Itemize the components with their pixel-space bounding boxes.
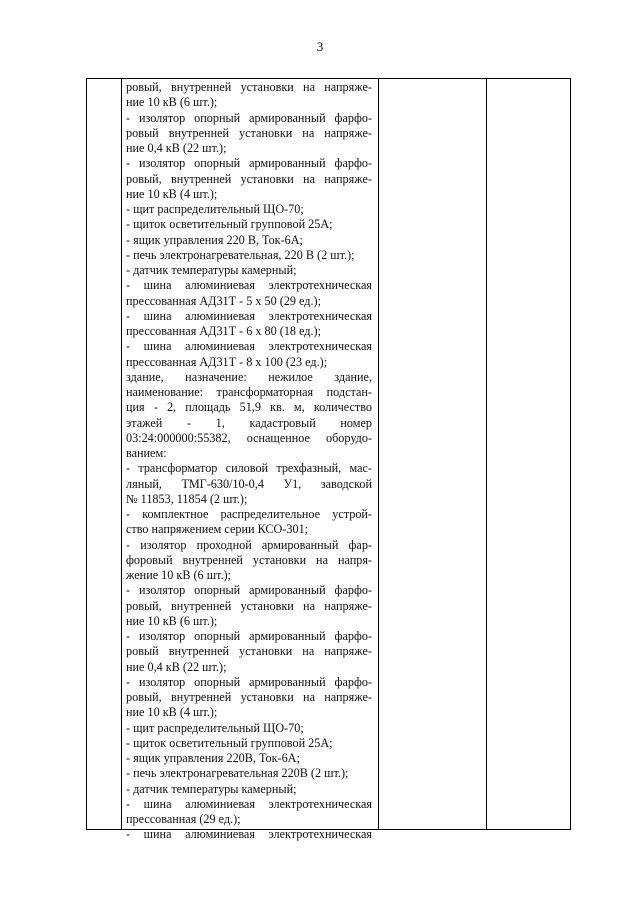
text-line: - шина алюминиевая электротехническая [126, 308, 372, 323]
text-line: - щит распределительный ЩО-70; [126, 720, 304, 735]
text-line: - изолятор опорный армированный фарфо- [126, 110, 372, 125]
text-line: - комплектное распределительное устрой- [126, 507, 372, 521]
column-divider [121, 79, 122, 829]
text-line: ние 0,4 кВ (22 шт.); [126, 659, 227, 674]
text-line: ние 10 кВ (6 шт.); [126, 95, 218, 110]
text-line: прессованная АД31Т - 8 х 100 (23 ед.); [126, 354, 328, 369]
text-line: прессованная (29 ед.); [126, 812, 241, 826]
column-divider [378, 79, 379, 829]
text-line: ляный, ТМГ-630/10-0,4 У1, заводской [126, 476, 372, 491]
text-line: - щит распределительный ЩО-70; [126, 202, 304, 216]
text-line: - печь электронагревательная, 220 В (2 шт.); [126, 247, 355, 262]
text-line: - изолятор опорный армированный фарфо- [126, 583, 372, 598]
text-line: ние 10 кВ (4 шт.); [126, 705, 218, 720]
text-line: - датчик температуры камерный; [126, 263, 297, 277]
text-line: - изолятор проходной армированный фар- [126, 537, 372, 552]
text-line: 03:24:000000:55382, оснащенное оборудо- [126, 430, 372, 445]
text-line: - шина алюминиевая электротехническая [126, 278, 372, 293]
text-line: - изолятор опорный армированный фарфо- [126, 674, 372, 689]
document-table [86, 78, 571, 842]
text-line: - ящик управления 220В, Ток-6А; [126, 751, 300, 765]
text-line: ровый, внутренней установки на напряже- [126, 171, 372, 186]
text-line: ровый, внутренней установки на напряже- [126, 80, 372, 94]
text-line: ние 10 кВ (4 шт.); [126, 186, 218, 201]
text-line: прессованная АД31Т - 5 х 50 (29 ед.); [126, 293, 321, 308]
text-line: № 11853, 11854 (2 шт.); [126, 491, 248, 506]
text-line: ние 0,4 кВ (22 шт.); [126, 141, 227, 155]
text-line: здание, назначение: нежилое здание, [126, 369, 372, 384]
text-line: прессованная АД31Т - 6 х 80 (18 ед.); [126, 324, 321, 338]
text-line: - ящик управления 220 В, Ток-6А; [126, 232, 303, 247]
text-line: - шина алюминиевая электротехническая [126, 827, 372, 842]
text-line: ровый, внутренней установки на напряже- [126, 690, 372, 704]
column-divider [486, 79, 487, 829]
text-line: - щиток осветительный групповой 25А; [126, 735, 333, 750]
text-line: - трансформатор силовой трехфазный, мас- [126, 461, 372, 476]
text-line: ство напряжением серии КСО-301; [126, 522, 309, 537]
text-line: ванием: [126, 446, 167, 460]
text-line: ние 10 кВ (6 шт.); [126, 613, 218, 628]
text-line: ция - 2, площадь 51,9 кв. м, количество [126, 400, 372, 415]
text-line: - печь электронагревательная 220В (2 шт.); [126, 766, 349, 781]
text-line: ровый, внутренней установки на напряже- [126, 598, 372, 613]
property-description-cell [126, 80, 372, 843]
text-line: ровый внутренней установки на напряже- [126, 125, 372, 140]
page-number: 3 [316, 39, 324, 54]
text-line: - датчик температуры камерный; [126, 781, 297, 796]
text-line: этажей - 1, кадастровый номер [126, 415, 372, 430]
text-line: - шина алюминиевая электротехническая [126, 796, 372, 811]
text-line: - шина алюминиевая электротехническая [126, 339, 372, 354]
text-line: - изолятор опорный армированный фарфо- [126, 629, 372, 643]
text-line: - изолятор опорный армированный фарфо- [126, 156, 372, 171]
text-line: форовый внутренней установки на напря- [126, 552, 372, 567]
text-line: - щиток осветительный групповой 25А; [126, 217, 333, 232]
text-line: наименование: трансформаторная подстан- [126, 385, 372, 399]
text-line: ровый внутренней установки на напряже- [126, 644, 372, 659]
text-line: жение 10 кВ (6 шт.); [126, 568, 231, 582]
